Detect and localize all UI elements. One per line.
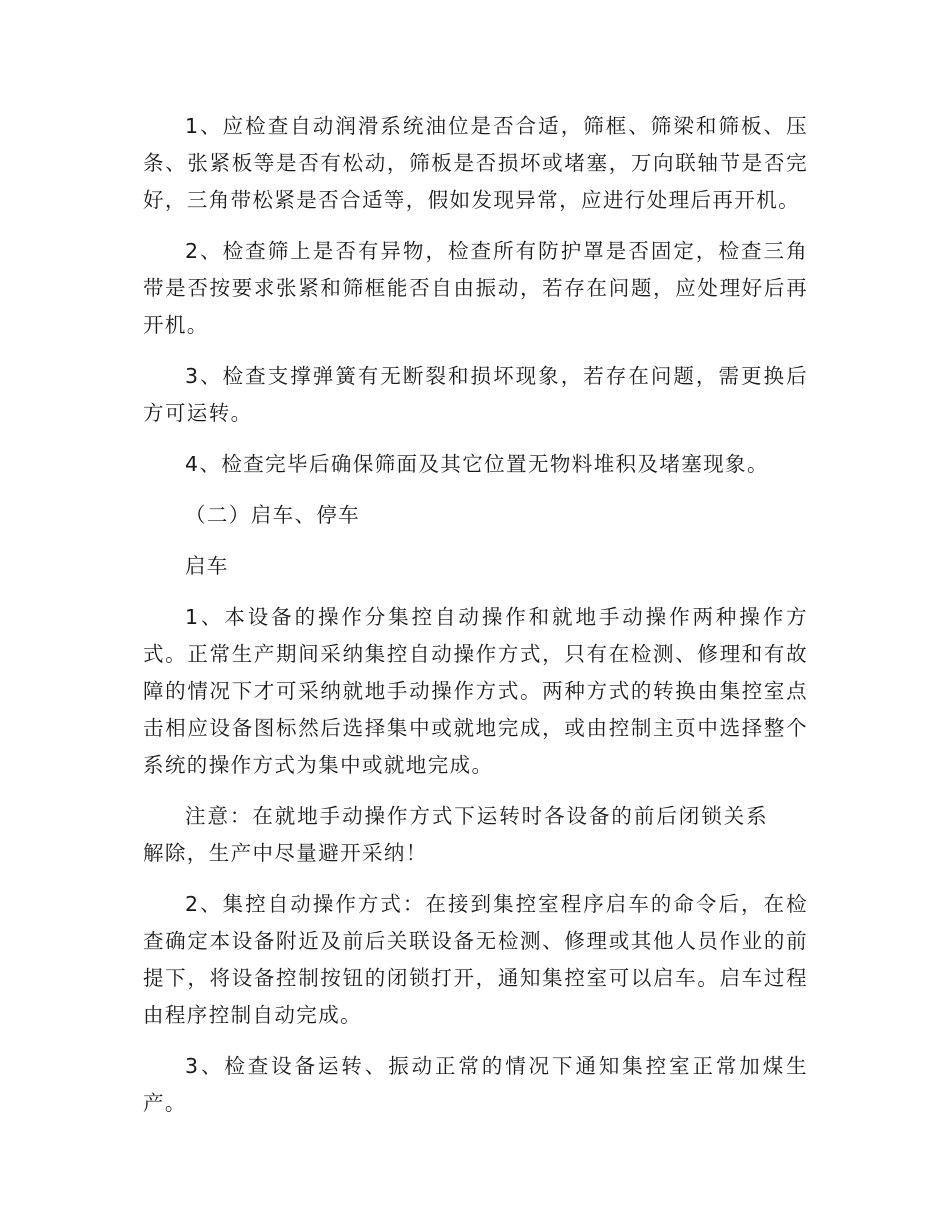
paragraph-auto-operation: 2、集控自动操作方式：在接到集控室程序启车的命令后，在检查确定本设备附近及前后关联设备无检测、修理或其他人员作业的前提下，将设备控制按钮的闭锁打开，通知集控室可以启车。启车过程由程序控制自动完成。 <box>143 892 808 1027</box>
subheading-start: 启车 <box>185 554 229 578</box>
paragraph-note: 注意：在就地手动操作方式下运转时各设备的前后闭锁关系解除，生产中尽量避开采纳！ <box>143 804 768 865</box>
paragraph-check-screen-surface: 4、检查完毕后确保筛面及其它位置无物料堆积及堵塞现象。 <box>185 452 769 476</box>
document-body <box>143 108 808 1136</box>
paragraph-check-lubrication: 1、应检查自动润滑系统油位是否合适，筛框、筛梁和筛板、压条、张紧板等是否有松动，筛板是否损坏或堵塞，万向联轴节是否完好，三角带松紧是否合适等，假如发现异常，应进行处理后再开机。 <box>143 114 808 212</box>
paragraph-check-running: 3、检查设备运转、振动正常的情况下通知集控室正常加煤生产。 <box>143 1054 808 1115</box>
paragraph-check-foreign-objects: 2、检查筛上是否有异物，检查所有防护罩是否固定，检查三角带是否按要求张紧和筛框能否自由振动，若存在问题，应处理好后再开机。 <box>143 239 808 337</box>
section-heading-start-stop: （二）启车、停车 <box>185 503 361 527</box>
paragraph-operation-modes: 1、本设备的操作分集控自动操作和就地手动操作两种操作方式。正常生产期间采纳集控自动操作方式，只有在检测、修理和有故障的情况下才可采纳就地手动操作方式。两种方式的转换由集控室点击相应设备图标然后选择集中或就地完成，或由控制主页中选择整个系统的操作方式为集中或就地完成。 <box>143 605 808 777</box>
paragraph-check-springs: 3、检查支撑弹簧有无断裂和损坏现象，若存在问题，需更换后方可运转。 <box>143 364 808 425</box>
